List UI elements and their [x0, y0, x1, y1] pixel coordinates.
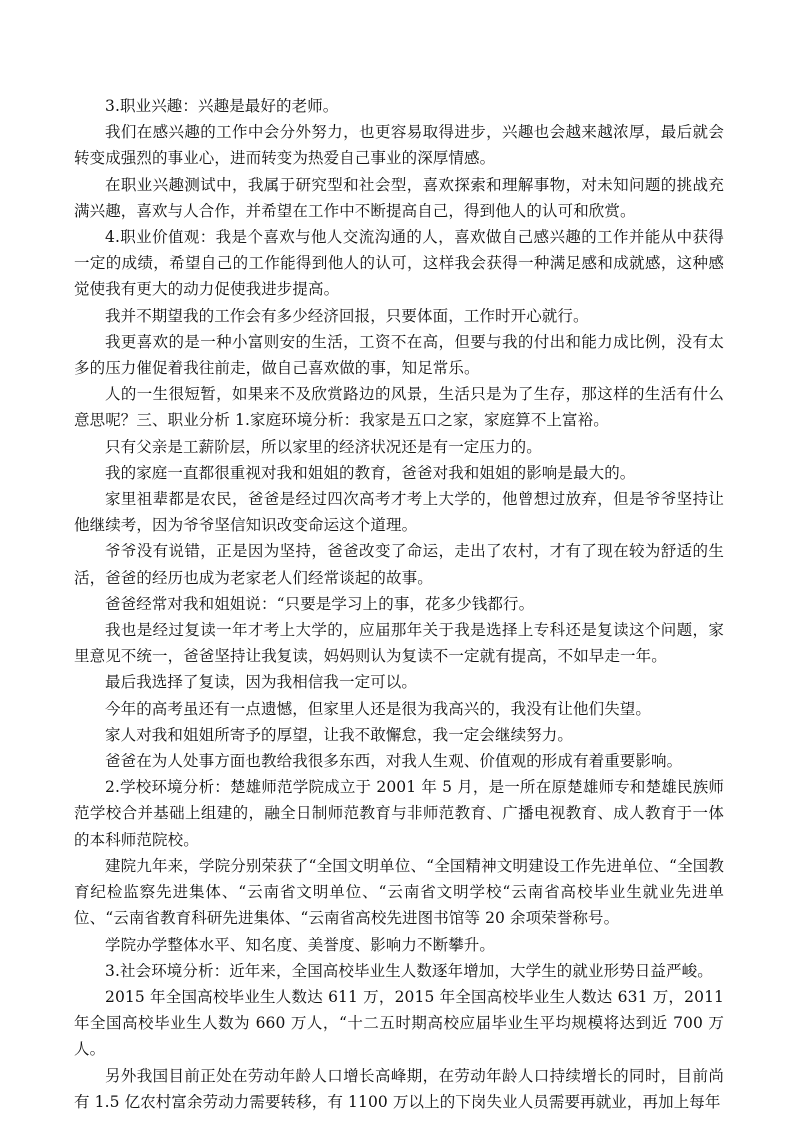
paragraph: 爸爸在为人处事方面也教给我很多东西，对我人生观、价值观的形成有着重要影响。 — [105, 752, 683, 771]
paragraph: 在职业兴趣测试中，我属于研究型和社会型，喜欢探索和理解事物，对未知问题的挑战充满兴趣，喜欢与人合作，并希望在工作中不断提高自己，得到他人的认可和欣赏。 — [74, 175, 724, 220]
paragraph: 最后我选择了复读，因为我相信我一定可以。 — [105, 673, 418, 692]
paragraph: 2015 年全国高校毕业生人数达 611 万，2015 年全国高校毕业生人数达 631 万，2011 年全国高校毕业生人数为 660 万人，“十二五时期高校应届毕业生平均规模将达到近 700 万人。 — [74, 987, 724, 1059]
paragraph: 我更喜欢的是一种小富则安的生活，工资不在高，但要与我的付出和能力成比例，没有太多的压力催促着我往前走，做自己喜欢做的事，知足常乐。 — [74, 332, 724, 378]
paragraph: 学院办学整体水平、知名度、美誉度、影响力不断攀升。 — [105, 935, 496, 954]
paragraph: 3.社会环境分析：近年来，全国高校毕业生人数逐年增加，大学生的就业形势日益严峻。 — [105, 961, 713, 980]
paragraph: 4.职业价值观：我是个喜欢与他人交流沟通的人，喜欢做自己感兴趣的工作并能从中获得一定的成绩，希望自己的工作能得到他人的认可，这样我会获得一种满足感和成就感，这种感觉使我有更大的动力促使我进步提高。 — [74, 228, 724, 299]
paragraph: 另外我国目前正处在劳动年龄人口增长高峰期，在劳动年龄人口持续增长的同时，目前尚有 1.5 亿农村富余劳动力需要转移，有 1100 万以上的下岗失业人员需要再就业，再加上每年 — [74, 1066, 724, 1111]
paragraph: 爸爸经常对我和姐姐说：“只要是学习上的事，花多少钱都行。 — [105, 594, 535, 613]
paragraph: 建院九年来，学院分别荣获了“全国文明单位、“全国精神文明建设工作先进单位、“全国教育纪检监察先进集体、“云南省文明单位、“云南省文明学校“云南省高校毕业生就业先进单位、“云南省教育科研先进集体、“云南省高校先进图书馆等 20 余项荣誉称号。 — [74, 856, 724, 928]
paragraph: 我的家庭一直都很重视对我和姐姐的教育，爸爸对我和姐姐的影响是最大的。 — [105, 463, 636, 482]
paragraph: 我并不期望我的工作会有多少经济回报，只要体面，工作时开心就行。 — [105, 306, 589, 325]
paragraph: 家人对我和姐姐所寄予的厚望，让我不敢懈怠，我一定会继续努力。 — [105, 725, 574, 744]
paragraph: 今年的高考虽还有一点遗憾，但家里人还是很为我高兴的，我没有让他们失望。 — [105, 699, 652, 718]
paragraph: 3.职业兴趣：兴趣是最好的老师。 — [105, 97, 339, 115]
paragraph: 爷爷没有说错，正是因为坚持，爸爸改变了命运，走出了农村，才有了现在较为舒适的生活，爸爸的经历也成为老家老人们经常谈起的故事。 — [74, 542, 724, 587]
paragraph: 家里祖辈都是农民，爸爸是经过四次高考才考上大学的，他曾想过放弃，但是爷爷坚持让他继续考，因为爷爷坚信知识改变命运这个道理。 — [74, 490, 724, 535]
paragraph: 我也是经过复读一年才考上大学的，应届那年关于我是选择上专科还是复读这个问题，家里意见不统一，爸爸坚持让我复读，妈妈则认为复读不一定就有提高，不如早走一年。 — [74, 621, 724, 666]
paragraph: 我们在感兴趣的工作中会分外努力，也更容易取得进步，兴趣也会越来越浓厚，最后就会转变成强烈的事业心，进而转变为热爱自己事业的深厚情感。 — [74, 123, 724, 168]
paragraph: 只有父亲是工薪阶层，所以家里的经济状况还是有一定压力的。 — [105, 437, 542, 456]
document-page — [74, 93, 724, 1115]
paragraph: 人的一生很短暂，如果来不及欣赏路边的风景，生活只是为了生存，那这样的生活有什么意思呢？三、职业分析 1.家庭环境分析：我家是五口之家，家庭算不上富裕。 — [74, 385, 724, 430]
paragraph: 2.学校环境分析：楚雄师范学院成立于 2001 年 5 月，是一所在原楚雄师专和楚雄民族师范学校合并基础上组建的，融全日制师范教育与非师范教育、广播电视教育、成人教育于一体的本科师范院校。 — [74, 778, 724, 849]
